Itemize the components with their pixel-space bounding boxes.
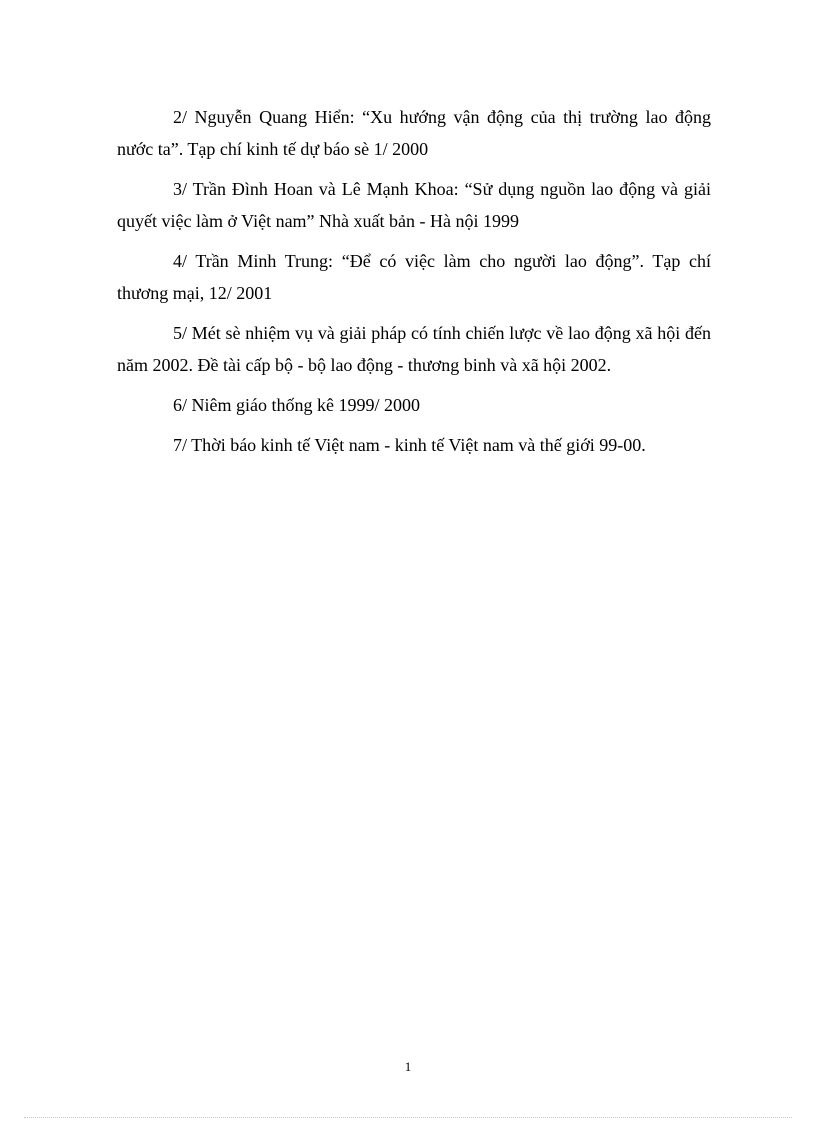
reference-list	[117, 101, 711, 469]
reference-item: 2/ Nguyễn Quang Hiển: “Xu hướng vận động của thị trường lao động nước ta”. Tạp chí kinh tế dự báo sè 1/ 2000	[117, 107, 711, 159]
reference-item: 6/ Niêm giáo thống kê 1999/ 2000	[173, 395, 420, 415]
reference-item: 3/ Trần Đình Hoan và Lê Mạnh Khoa: “Sử dụng nguồn lao động và giải quyết việc làm ở Việt nam” Nhà xuất bản - Hà nội 1999	[117, 179, 711, 231]
reference-item: 4/ Trần Minh Trung: “Để có việc làm cho người lao động”. Tạp chí thương mại, 12/ 2001	[117, 251, 711, 303]
reference-item: 7/ Thời báo kinh tế Việt nam - kinh tế Việt nam và thế giới 99-00.	[173, 435, 646, 455]
page-bottom-divider	[24, 1117, 792, 1118]
reference-item: 5/ Mét sè nhiệm vụ và giải pháp có tính chiến lược về lao động xã hội đến năm 2002. Đề tài cấp bộ - bộ lao động - thương binh và xã hội 2002.	[117, 323, 711, 375]
page-number: 1	[404, 1059, 412, 1074]
